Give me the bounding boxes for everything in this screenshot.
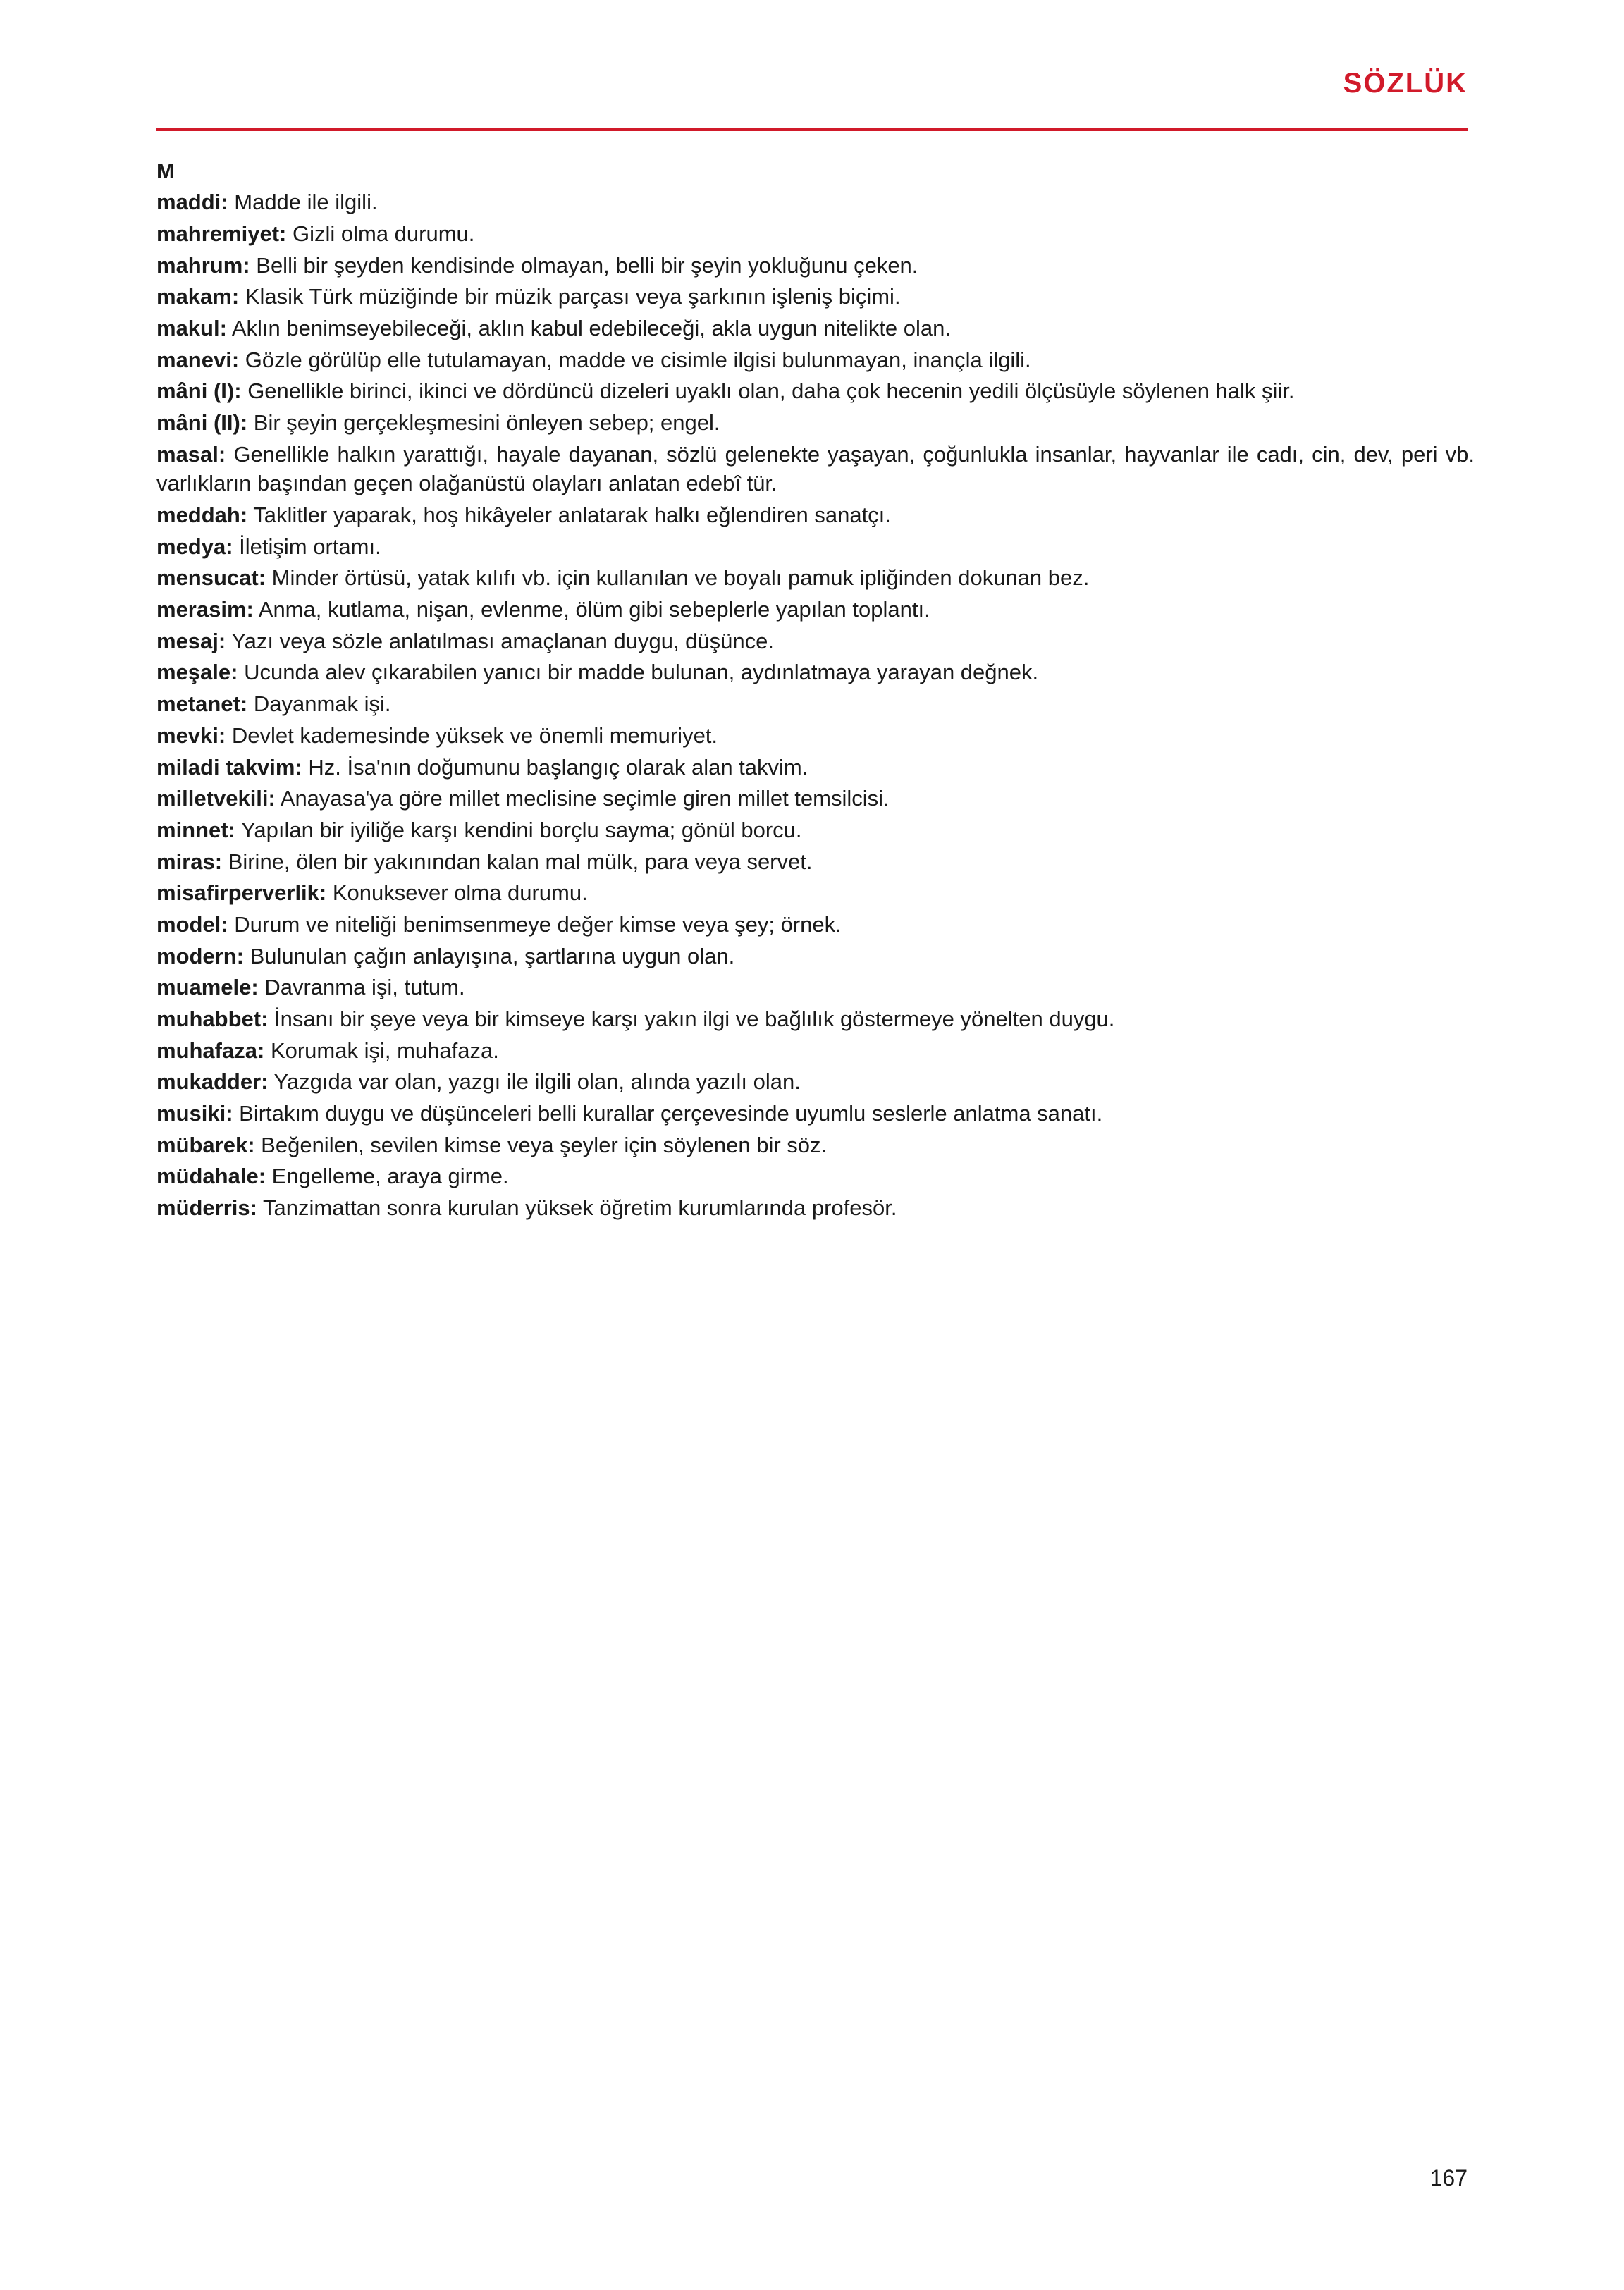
glossary-entry	[156, 1036, 1475, 1066]
entry-term: müdahale:	[156, 1164, 266, 1189]
entry-term: modern:	[156, 943, 244, 968]
glossary-entry	[156, 1162, 1475, 1191]
entry-term: merasim:	[156, 597, 254, 622]
entry-definition: Beğenilen, sevilen kimse veya şeyler için söylenen bir söz.	[261, 1132, 828, 1157]
glossary-entry	[156, 187, 1475, 217]
entry-term: mukadder:	[156, 1069, 269, 1095]
entry-definition: Durum ve niteliği benimsenmeye değer kimse veya şey; örnek.	[234, 911, 842, 937]
entry-definition: Anayasa'ya göre millet meclisine seçimle giren millet temsilcisi.	[280, 786, 890, 811]
entry-term: maddi:	[156, 190, 228, 215]
entry-term: model:	[156, 911, 228, 937]
entry-term: mâni (II):	[156, 410, 248, 435]
entry-term: mâni (I):	[156, 378, 242, 404]
glossary-entry	[156, 815, 1475, 845]
entry-term: mahrum:	[156, 252, 250, 278]
glossary-entry	[156, 500, 1475, 530]
entry-term: manevi:	[156, 347, 240, 372]
glossary-entry	[156, 878, 1475, 908]
glossary-entry	[156, 753, 1475, 782]
glossary-entry	[156, 345, 1475, 375]
entry-definition: İnsanı bir şeye veya bir kimseye karşı yakın ilgi ve bağlılık göstermeye yönelten duygu.	[274, 1007, 1115, 1032]
entry-definition: Devlet kademesinde yüksek ve önemli memuriyet.	[231, 722, 718, 748]
entry-definition: İletişim ortamı.	[239, 534, 381, 559]
entry-definition: Genellikle birinci, ikinci ve dördüncü dizeleri uyaklı olan, daha çok hecenin yedili ölçüsüyle söylenen halk şiir.	[247, 378, 1295, 404]
glossary-entry	[156, 219, 1475, 249]
entry-definition: Yapılan bir iyiliğe karşı kendini borçlu sayma; gönül borcu.	[241, 817, 802, 842]
entry-term: mahremiyet:	[156, 221, 287, 246]
entry-term: mesaj:	[156, 628, 226, 653]
glossary-entry	[156, 942, 1475, 971]
glossary-entry	[156, 784, 1475, 813]
entry-definition: Tanzimattan sonra kurulan yüksek öğretim kurumlarında profesör.	[263, 1195, 897, 1221]
glossary-entry	[156, 1131, 1475, 1160]
entry-term: muhafaza:	[156, 1038, 265, 1063]
entry-term: makam:	[156, 284, 240, 309]
entry-term: müderris:	[156, 1195, 257, 1221]
letter-heading: M	[156, 159, 175, 183]
entry-term: minnet:	[156, 817, 235, 842]
entry-definition: Yazgıda var olan, yazgı ile ilgili olan, alında yazılı olan.	[273, 1069, 801, 1095]
glossary-entry	[156, 1004, 1475, 1034]
entry-term: makul:	[156, 315, 227, 340]
glossary-entry	[156, 1193, 1475, 1223]
entry-definition: Belli bir şeyden kendisinde olmayan, belli bir şeyin yokluğunu çeken.	[256, 252, 918, 278]
entry-definition: Engelleme, araya girme.	[271, 1164, 509, 1189]
page-number: 167	[1429, 2165, 1468, 2191]
glossary-entry	[156, 563, 1475, 593]
glossary-entry	[156, 847, 1475, 877]
entry-definition: Anma, kutlama, nişan, evlenme, ölüm gibi sebeplerle yapılan toplantı.	[258, 597, 930, 622]
page-title: SÖZLÜK	[1343, 68, 1468, 99]
entry-definition: Madde ile ilgili.	[234, 190, 378, 215]
entry-term: muhabbet:	[156, 1007, 269, 1032]
entry-definition: Klasik Türk müziğinde bir müzik parçası veya şarkının işleniş biçimi.	[245, 284, 901, 309]
entry-definition: Aklın benimseyebileceği, aklın kabul edebileceği, akla uygun nitelikte olan.	[231, 315, 952, 340]
glossary-entry	[156, 973, 1475, 1002]
glossary-entry	[156, 658, 1475, 687]
entry-term: milletvekili:	[156, 786, 276, 811]
glossary-entry	[156, 689, 1475, 719]
glossary-entry	[156, 532, 1475, 562]
entry-definition: Genellikle halkın yarattığı, hayale dayanan, sözlü gelenekte yaşayan, çoğunlukla insanlar, hayvanlar ile cadı, cin, dev, peri vb. varlıkların başından geçen olağanüstü olayları anlatan edebî tür.	[156, 441, 1475, 496]
entry-definition: Birine, ölen bir yakınından kalan mal mülk, para veya servet.	[228, 849, 813, 874]
entry-term: metanet:	[156, 691, 248, 717]
entry-term: mübarek:	[156, 1132, 255, 1157]
entry-definition: Ucunda alev çıkarabilen yanıcı bir madde bulunan, aydınlatmaya yarayan değnek.	[244, 660, 1039, 685]
glossary-entry	[156, 595, 1475, 624]
entry-definition: Davranma işi, tutum.	[264, 975, 465, 1000]
glossary-entry-list	[156, 187, 1475, 1223]
glossary-entry	[156, 721, 1475, 751]
glossary-entry	[156, 1099, 1475, 1128]
entry-term: musiki:	[156, 1101, 233, 1126]
entry-term: miras:	[156, 849, 223, 874]
glossary-entry	[156, 910, 1475, 940]
entry-definition: Taklitler yaparak, hoş hikâyeler anlatarak halkı eğlendiren sanatçı.	[253, 503, 891, 528]
entry-term: medya:	[156, 534, 233, 559]
entry-term: miladi takvim:	[156, 754, 302, 780]
entry-term: meşale:	[156, 660, 238, 685]
entry-definition: Konuksever olma durumu.	[332, 880, 588, 906]
entry-definition: Bulunulan çağın anlayışına, şartlarına uygun olan.	[250, 943, 735, 968]
glossary-entry	[156, 408, 1475, 438]
entry-term: meddah:	[156, 503, 248, 528]
entry-definition: Minder örtüsü, yatak kılıfı vb. için kullanılan ve boyalı pamuk ipliğinden dokunan bez.	[271, 565, 1090, 591]
entry-definition: Gizli olma durumu.	[292, 221, 475, 246]
entry-definition: Hz. İsa'nın doğumunu başlangıç olarak alan takvim.	[308, 754, 808, 780]
entry-definition: Yazı veya sözle anlatılması amaçlanan duygu, düşünce.	[231, 628, 774, 653]
glossary-entry	[156, 440, 1475, 498]
entry-definition: Bir şeyin gerçekleşmesini önleyen sebep; engel.	[253, 410, 720, 435]
glossary-content	[156, 156, 1475, 1225]
glossary-entry	[156, 251, 1475, 281]
entry-term: misafirperverlik:	[156, 880, 327, 906]
entry-term: mevki:	[156, 722, 226, 748]
glossary-entry	[156, 282, 1475, 312]
entry-definition: Birtakım duygu ve düşünceleri belli kurallar çerçevesinde uyumlu seslerle anlatma sanatı.	[239, 1101, 1103, 1126]
header-divider	[156, 128, 1468, 131]
entry-term: masal:	[156, 441, 226, 467]
entry-term: mensucat:	[156, 565, 266, 591]
entry-definition: Dayanmak işi.	[253, 691, 391, 717]
entry-definition: Korumak işi, muhafaza.	[270, 1038, 499, 1063]
glossary-entry	[156, 627, 1475, 656]
glossary-entry	[156, 1067, 1475, 1097]
glossary-entry	[156, 314, 1475, 343]
entry-definition: Gözle görülüp elle tutulamayan, madde ve cisimle ilgisi bulunmayan, inançla ilgili.	[245, 347, 1031, 372]
entry-term: muamele:	[156, 975, 259, 1000]
page-header	[156, 68, 1468, 131]
glossary-entry	[156, 376, 1475, 406]
